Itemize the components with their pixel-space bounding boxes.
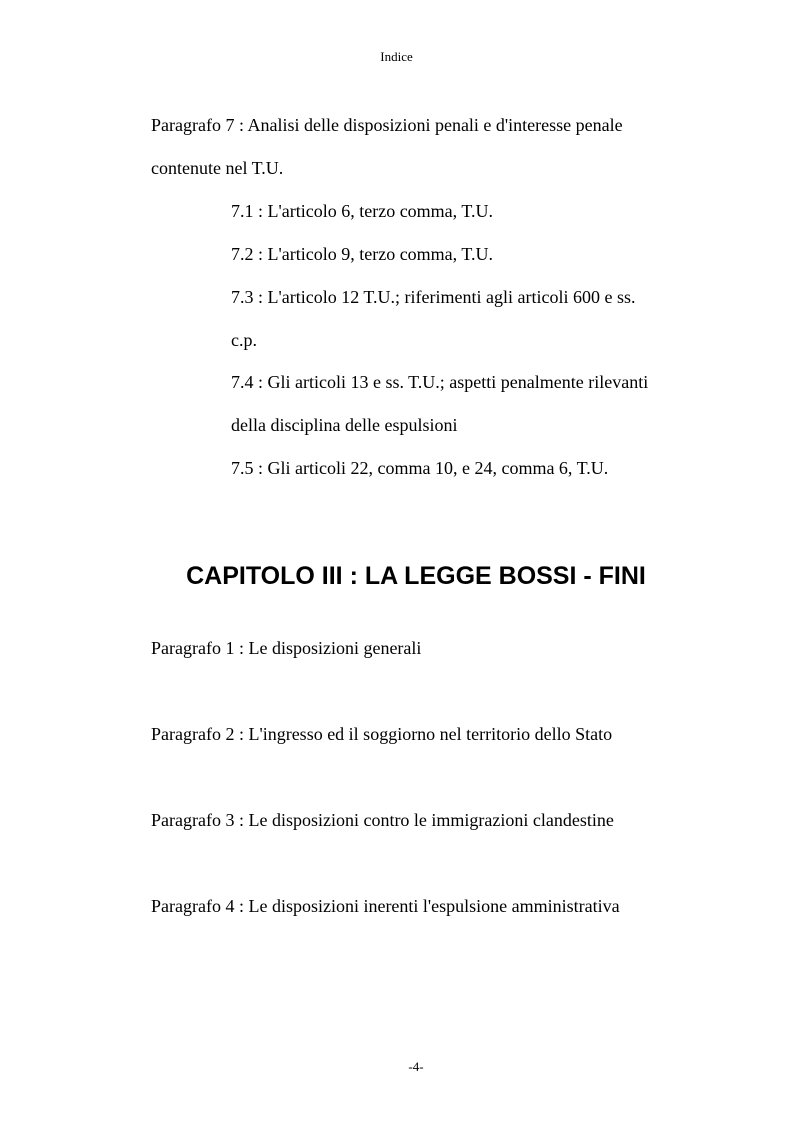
toc-entry-paragrafo-7-line-1: Paragrafo 7 : Analisi delle disposizioni penali e d'interesse penale — [151, 115, 623, 135]
toc-subentry-7-3-line-1: 7.3 : L'articolo 12 T.U.; riferimenti agli articoli 600 e ss. — [231, 287, 636, 307]
toc-entry-paragrafo-4: Paragrafo 4 : Le disposizioni inerenti l'espulsione amministrativa — [151, 896, 620, 916]
running-header: Indice — [380, 49, 413, 64]
page-number: -4- — [408, 1059, 424, 1074]
toc-entry-paragrafo-7-line-2: contenute nel T.U. — [151, 158, 284, 178]
toc-entry-paragrafo-2: Paragrafo 2 : L'ingresso ed il soggiorno nel territorio dello Stato — [151, 724, 613, 744]
toc-subentry-7-3-line-2: c.p. — [231, 330, 257, 350]
toc-subentry-7-4-line-2: della disciplina delle espulsioni — [231, 415, 458, 435]
toc-subentry-7-4-line-1: 7.4 : Gli articoli 13 e ss. T.U.; aspetti penalmente rilevanti — [231, 372, 649, 392]
toc-entry-paragrafo-3: Paragrafo 3 : Le disposizioni contro le immigrazioni clandestine — [151, 810, 614, 830]
toc-entry-paragrafo-1: Paragrafo 1 : Le disposizioni generali — [151, 638, 422, 658]
toc-subentry-7-2: 7.2 : L'articolo 9, terzo comma, T.U. — [231, 244, 494, 264]
toc-subentry-7-1: 7.1 : L'articolo 6, terzo comma, T.U. — [231, 201, 494, 221]
toc-subentry-7-5: 7.5 : Gli articoli 22, comma 10, e 24, comma 6, T.U. — [231, 458, 609, 478]
chapter-title: CAPITOLO III : LA LEGGE BOSSI - FINI — [186, 562, 646, 590]
